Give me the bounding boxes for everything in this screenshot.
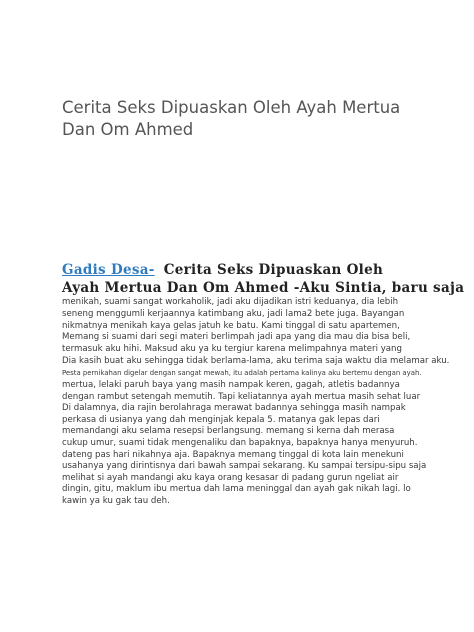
paragraph-line: dengan rambut setengah memutih. Tapi keliatannya ayah mertua masih sehat luar — [62, 391, 421, 402]
article-heading — [62, 261, 465, 297]
paragraph-line: Pesta pernikahan digelar dengan sangat mewah, itu adalah pertama kalinya aku bertemu dengan ayah. — [62, 369, 422, 377]
paragraph-line: menikah, suami sangat workaholik, jadi aku dijadikan istri keduanya, dia lebih — [62, 297, 399, 307]
paragraph-line: Memang si suami dari segi materi berlimpah jadi apa yang dia mau dia bisa beli, — [62, 332, 411, 343]
gadis-desa-link[interactable]: Gadis Desa- — [62, 262, 155, 278]
paragraph-father-in-law — [62, 380, 428, 508]
paragraph-line: memandangi aku selama resepsi berlangsung. memang si kerna dah merasa — [62, 426, 395, 437]
paragraph-line: termasuk aku hihi. Maksud aku ya ku tergiur karena melimpahnya materi yang — [62, 344, 402, 355]
paragraph-line: Di dalamnya, dia rajin berolahraga merawat badannya sehingga masih nampak — [62, 403, 406, 414]
document-title: Cerita Seks Dipuaskan Oleh Ayah Mertua Dan Om Ahmed — [62, 98, 401, 139]
heading-line-1 — [62, 261, 422, 279]
heading-line-1-text: Cerita Seks Dipuaskan Oleh — [163, 262, 384, 278]
paragraph-line: nikmatnya menikah kaya gelas jatuh ke batu. Kami tinggal di satu apartemen, — [62, 320, 400, 331]
paragraph-intro — [62, 297, 450, 368]
paragraph-line: dateng pas hari nikahnya aja. Bapaknya memang tinggal di kota lain menekuni — [62, 449, 404, 460]
paragraph-line: seneng menggumli kerjaannya katimbang aku, jadi lama2 bete juga. Bayangan — [62, 308, 405, 319]
paragraph-line: dingin, gitu, maklum ibu mertua dah lama meninggal dan ayah gak nikah lagi. lo — [62, 484, 411, 495]
paragraph-line: cukup umur, suami tidak mengenaliku dan bapaknya, bapaknya hanya menyuruh. — [62, 437, 418, 448]
paragraph-line: melihat si ayah mandangi aku kaya orang kesasar di padang gurun ngeliat air — [62, 472, 399, 483]
paragraph-line: kawin ya ku gak tau deh. — [62, 495, 170, 506]
paragraph-line: mertua, lelaki paruh baya yang masih nampak keren, gagah, atletis badannya — [62, 380, 400, 390]
paragraph-wedding — [62, 368, 428, 378]
paragraph-line: usahanya yang dirintisnya dari bawah sampai sekarang. Ku sampai tersipu-sipu saja — [62, 461, 427, 472]
paragraph-line: perkasa di usianya yang dah menginjak kepala 5. matanya gak lepas dari — [62, 414, 380, 425]
paragraph-line: Dia kasih buat aku sehingga tidak berlama-lama, aku terima saja waktu dia melamar aku. — [62, 355, 450, 366]
heading-line-2: Ayah Mertua Dan Om Ahmed -Aku Sintia, baru saja — [62, 280, 465, 296]
